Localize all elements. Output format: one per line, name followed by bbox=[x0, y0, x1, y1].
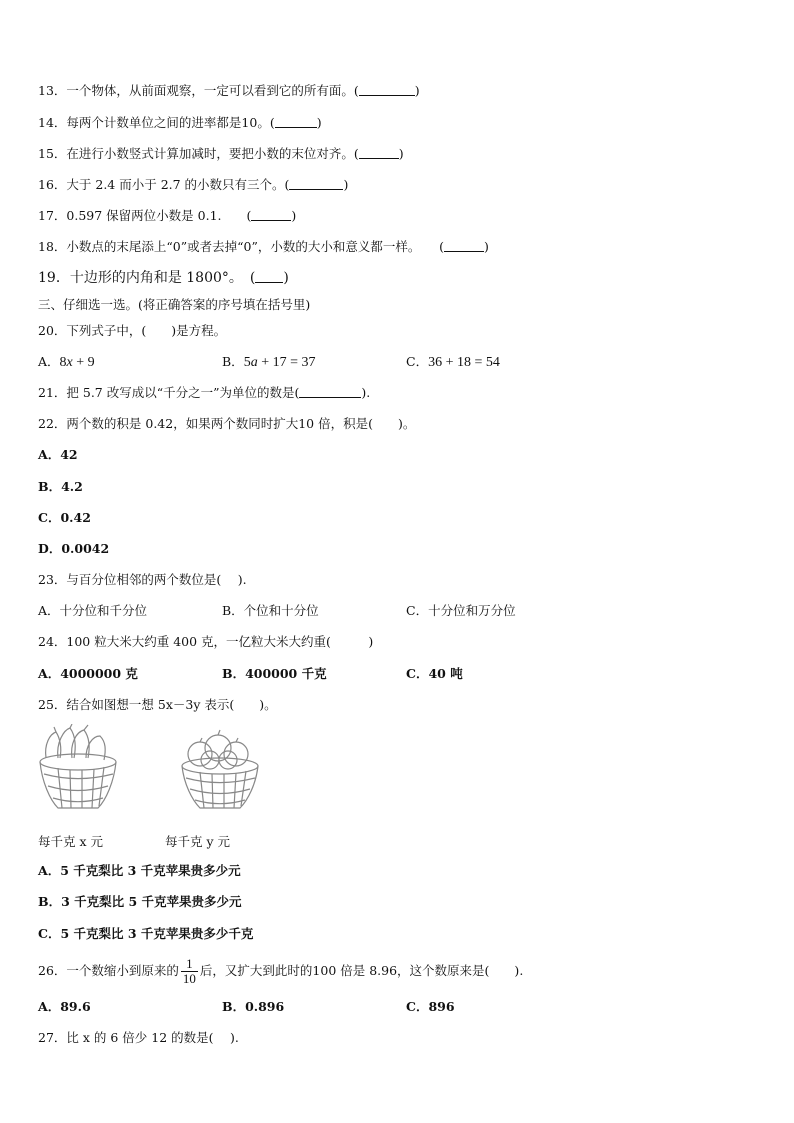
option-b[interactable]: B．5a + 17 = 37 bbox=[222, 354, 316, 370]
option-a[interactable]: A．8x + 9 bbox=[38, 354, 95, 370]
question-27 bbox=[38, 1030, 239, 1046]
option-c[interactable]: C．5 千克梨比 3 千克苹果贵多少千克 bbox=[38, 926, 254, 941]
question-13: 13．一个物体，从前面观察，一定可以看到它的所有面。( ) bbox=[38, 83, 420, 98]
question-text: 一个物体，从前面观察，一定可以看到它的所有面。( bbox=[66, 83, 359, 98]
question-number: 13． bbox=[38, 83, 67, 98]
answer-blank[interactable] bbox=[359, 84, 415, 96]
question-18: 18．小数点的末尾添上“0”或者去掉“0”，小数的大小和意义都一样。 ( ) bbox=[38, 239, 489, 254]
question-text: 把 5.7 改写成以“千分之一”为单位的数是( bbox=[66, 385, 300, 400]
option-c[interactable]: C．896 bbox=[406, 999, 455, 1014]
question-25 bbox=[38, 697, 277, 713]
option-c[interactable]: C．40 吨 bbox=[406, 666, 463, 681]
apple-price-caption: 每千克 y 元 bbox=[165, 834, 231, 849]
question-text: 0.597 保留两位小数是 0.1. ( bbox=[66, 208, 252, 223]
answer-blank[interactable] bbox=[299, 386, 361, 398]
question-text: 大于 2.4 而小于 2.7 的小数只有三个。( bbox=[66, 177, 290, 192]
question-number: 14． bbox=[38, 115, 67, 130]
question-number: 20． bbox=[38, 323, 67, 338]
option-c[interactable]: C．36 + 18 = 54 bbox=[406, 354, 500, 370]
question-text: 小数点的末尾添上“0”或者去掉“0”，小数的大小和意义都一样。 ( bbox=[66, 239, 445, 254]
question-14: 14．每两个计数单位之间的进率都是10。( ) bbox=[38, 115, 322, 130]
option-b[interactable]: B．3 千克梨比 5 千克苹果贵多少元 bbox=[38, 894, 242, 909]
option-c[interactable]: C．0.42 bbox=[38, 510, 91, 525]
option-a[interactable]: A．42 bbox=[38, 447, 78, 462]
question-text: 十边形的内角和是 1800°。 ( bbox=[69, 270, 256, 286]
option-b[interactable]: B．4.2 bbox=[38, 479, 83, 494]
section-heading: 三、仔细选一选。(将正确答案的序号填在括号里) bbox=[38, 297, 311, 312]
option-a[interactable]: A．89.6 bbox=[38, 999, 91, 1014]
question-17: 17．0.597 保留两位小数是 0.1. ( ) bbox=[38, 208, 297, 223]
option-a[interactable]: A．5 千克梨比 3 千克苹果贵多少元 bbox=[38, 863, 241, 878]
answer-blank[interactable] bbox=[359, 147, 399, 159]
question-26: 26．一个数缩小到原来的 $\frac{1}{10}$ 后，又扩大到此时的100 倍是 8.96，这个数原来是( ). bbox=[38, 956, 524, 986]
question-22 bbox=[38, 416, 415, 432]
question-number: 26． bbox=[38, 963, 67, 978]
option-b[interactable]: B．0.896 bbox=[222, 999, 285, 1014]
question-15: 15．在进行小数竖式计算加减时，要把小数的末位对齐。( ) bbox=[38, 146, 404, 161]
question-number: 17． bbox=[38, 208, 67, 223]
answer-blank[interactable] bbox=[289, 178, 343, 190]
question-number: 19． bbox=[38, 270, 70, 286]
question-23 bbox=[38, 572, 247, 588]
fraction: $\frac{1}{10}$ bbox=[182, 956, 196, 986]
answer-blank[interactable] bbox=[275, 116, 317, 128]
answer-blank[interactable] bbox=[251, 209, 291, 221]
option-c[interactable]: C．十分位和万分位 bbox=[406, 603, 516, 618]
question-number: 22． bbox=[38, 416, 67, 431]
option-a[interactable]: A．十分位和千分位 bbox=[38, 603, 148, 618]
question-number: 21． bbox=[38, 385, 67, 400]
question-text: 与百分位相邻的两个数位是( ). bbox=[66, 572, 247, 587]
question-20 bbox=[38, 323, 226, 339]
option-b[interactable]: B．个位和十分位 bbox=[222, 603, 319, 618]
question-text: 每两个计数单位之间的进率都是10。( bbox=[66, 115, 275, 130]
question-text: 100 粒大米大约重 400 克，一亿粒大米大约重( ) bbox=[66, 634, 374, 649]
answer-blank[interactable] bbox=[255, 271, 283, 283]
question-text: 比 x 的 6 倍少 12 的数是( ). bbox=[66, 1030, 239, 1045]
question-number: 23． bbox=[38, 572, 67, 587]
question-text: 两个数的积是 0.42，如果两个数同时扩大10 倍，积是( )。 bbox=[66, 416, 416, 431]
question-number: 24． bbox=[38, 634, 67, 649]
option-a[interactable]: A．4000000 克 bbox=[38, 666, 138, 681]
apple-basket-image bbox=[178, 728, 262, 816]
answer-blank[interactable] bbox=[444, 240, 484, 252]
question-number: 18． bbox=[38, 239, 67, 254]
question-19: 19．十边形的内角和是 1800°。 ( ) bbox=[38, 270, 289, 286]
question-number: 25． bbox=[38, 697, 67, 712]
pear-basket-image bbox=[36, 724, 120, 816]
question-text: 结合如图想一想 5x－3y 表示( )。 bbox=[66, 697, 277, 712]
question-16: 16．大于 2.4 而小于 2.7 的小数只有三个。( ) bbox=[38, 177, 349, 192]
question-text: 下列式子中，( )是方程。 bbox=[66, 323, 227, 338]
pear-price-caption: 每千克 x 元 bbox=[38, 834, 103, 849]
question-text: 在进行小数竖式计算加减时，要把小数的末位对齐。( bbox=[66, 146, 359, 161]
question-21: 21．把 5.7 改写成以“千分之一”为单位的数是( ). bbox=[38, 385, 371, 400]
question-number: 15． bbox=[38, 146, 67, 161]
option-d[interactable]: D．0.0042 bbox=[38, 541, 110, 556]
question-number: 16． bbox=[38, 177, 67, 192]
option-b[interactable]: B．400000 千克 bbox=[222, 666, 327, 681]
question-number: 27． bbox=[38, 1030, 67, 1045]
question-24 bbox=[38, 634, 373, 650]
